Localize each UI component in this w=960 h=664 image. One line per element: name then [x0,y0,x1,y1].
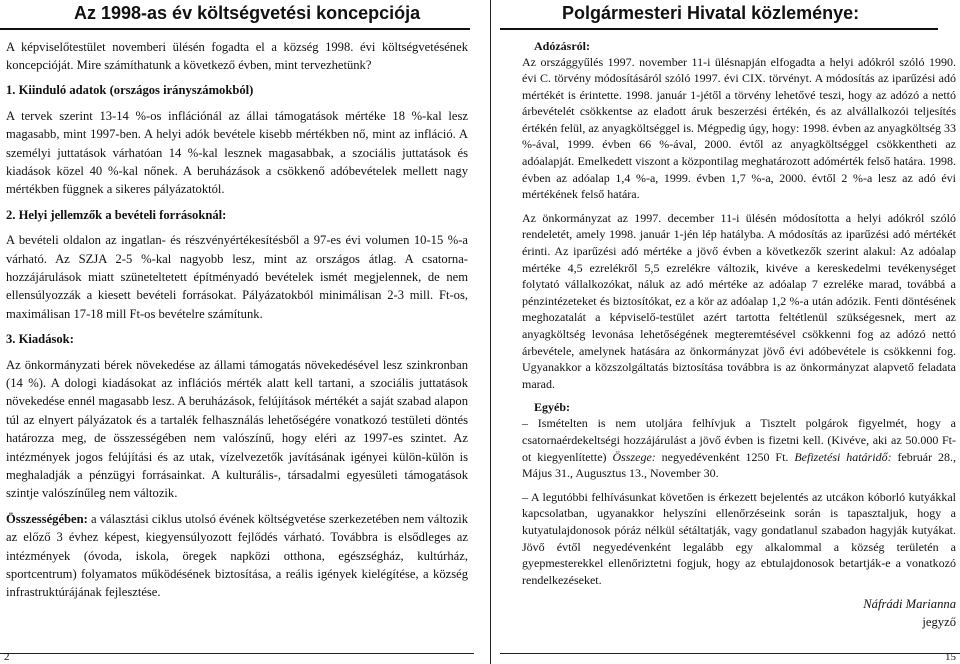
tax-heading: Adózásról: [534,38,590,53]
misc-p1-deadline-label: Befizetési határidő: [794,449,892,464]
summary-text: a választási ciklus utolsó évének költségvetése szerkezetében nem változik az előző 3 évhez képest, kiegyensúlyozott fejlődés várható. Továbbra is elsődleges az intézmények (óvoda, iskola, öregek napközi otthona, egészségház, kultúrház, sportcentrum) folyamatos működésének biztosítása, a reális igények kielégítése, a község infrastruktúrájának fejlesztése. [6,511,468,600]
section-1-heading: 1. Kiinduló adatok (országos irányszámokból) [6,83,254,98]
signature-title: jegyző [922,615,956,630]
section-2-text: A bevételi oldalon az ingatlan- és részvényértékesítésből a 97-es évi volumen 10-15 %-a várható. Az SZJA 2-5 %-kal nagyobb lesz, mint az országos átlag. A csatorna-hozzájárulások miatt szüneteltetett építményadó bevételek ismét megjelennek, de nem ellensúlyozzák a kiesett bevételi forrásokat. Pályázatokból minimálisan 2-3 mill. Ft-os, maximálisan 17-18 mill Ft-os bevételre számítunk. [6,233,468,321]
right-page [500,0,960,664]
section-1-text: A tervek szerint 13-14 %-os inflációnál az állai támogatások mértéke 18 %-kal lesz magasabb, mint 1997-ben. A helyi adók bevétele kisebb mértékben nő, mint az infláció. A személyi juttatások várhatóan 14 %-kal lesznek magasabbak, a szociális juttatások és kiadások közel 40 %-kal nőnek. A beruházások a csökkenő adóbevételek mellett nagy mértékben függnek a sikeres pályázatoktól. [6,108,468,197]
section-3-heading: 3. Kiadások: [6,332,74,347]
misc-p1-dates: február 28., Május 31., Augusztus 13., November 30. [522,449,956,481]
misc-p1-due: negyedévenként 1250 Ft. [655,449,795,464]
summary-label: Összességében: [6,511,88,526]
page-number-left: 2 [4,651,10,663]
notice-title: Polgármesteri Hivatal közleménye: [562,3,860,23]
misc-p1-due-label: Összege: [612,449,656,464]
column-divider [490,0,491,664]
summary-paragraph [6,510,468,602]
section-2-heading: 2. Helyi jellemzők a bevételi forrásoknál: [6,207,227,222]
title-rule [0,28,470,30]
tax-paragraph-1: Az országgyűlés 1997. november 11-i ülésnapján elfogadta a helyi adókról szóló 1990. évi C. törvény módosításáról szóló 1997. évi CIX. törvényt. A módosítás az iparűzési adó mértékét is érintette. 1998. január 1-jétől a törvény lehetővé teszi, hogy az adózó a nettó árbevételét csökkentse az eladott áruk beszerzési értékén, és az alvállalkozói teljesítés értékén felül, az anyagköltséggel is. Mégpedig úgy, hogy: 1998. évben az anyagköltség 33 %-ával, 1999. évben 66 %-ával, 2000. évtől az anyagköltséggel csökkentheti az adóalapját. Emelkedett viszont a központilag meghatározott adómérték felső határa. 1998. évben az adóalap 1,4 %-a, 1999. évben 1,7 %-a, 2000. évtől 2 %-a lesz az adó évi mértékének felső határa. [522,54,956,202]
page-number-right: 15 [945,651,956,663]
misc-paragraph-2: – A legutóbbi felhívásunkat követően is érkezett bejelentés az utcákon kóborló kutyákkal kapcsolatban, ugyanakkor helyszíni ellenőrzéseink során is tapasztaljuk, hogy a kutyatulajdonosok póráz nélkül sétáltatják, vagy gondatlanul szabadon hagyják kutyákat. Jövő évtől negyedévenként legalább egy alkalommal a község területén a gyepmesterekkel ellenőriztetni fogjuk, hogy az ebtulajdonosok betartják-e a vonatkozó rendelkezéseket. [522,489,956,587]
article-title: Az 1998-as év költségvetési koncepciója [74,3,421,23]
footer-rule-right [500,653,960,654]
section-3-text: Az önkormányzati bérek növekedése az állami támogatás növekedésével lesz szinkronban (14 %). A dologi kiadásokat az inflációs mérték alatt kell tartani, a szociális juttatások növekedése ennél magasabb lesz. A beruházások, felújítások mértékét a saját szabad alapon túl az elnyert pályázatok és a tartalék felhasználás lehetőségére vonatkozó testületi döntés határozza meg, de összességében nem valószínű, hogy eléri az 1997-es szintet. Az intézmények jogos felújítási és az utak, vízelvezetők javításának igényei külön-külön is meghaladják a pénzügyi forrásainkat. A kulturális-, társadalmi egyesületi támogatások szintje valószínűleg nem változik. [6,357,468,501]
intro-paragraph: A képviselőtestület novemberi ülésén fogadta el a község 1998. évi költségvetésének koncepcióját. Mire számíthatunk a következő évben, mint tervezhetünk? [6,39,468,72]
title-rule-right [500,28,938,30]
left-page [0,0,474,664]
footer-rule-left [0,653,474,654]
misc-p1-main: – Ismételten is nem utoljára felhívjuk a Tisztelt polgárok figyelmét, hogy a csatornaérdekeltségi hozzájárulást a jövő évben is fizetni kell. (Kivéve, aki az 50.000 Ft-ot kiegyenlítette) [522,416,956,464]
signature-name: Náfrádi Marianna [863,597,956,612]
misc-heading: Egyéb: [534,400,570,415]
misc-paragraph-1 [522,415,956,481]
tax-paragraph-2: Az önkormányzat az 1997. december 11-i ülésén módosította a helyi adókról szóló rendeletét, amely 1998. január 1-jén lép hatályba. A módosítás az iparűzési adó mértékét érinti. Az iparűzési adó mértéke a jövő évben a következők szerint alakul: Az adóalap mértéke 4,5 ezrelékről 5,5 ezrelékre változik, kivéve a kereskedelmi tevékenységet folytató vállalkozókat, náluk az adó mértéke az adóalap 7 ezreléke marad, továbbá a pénzintézeteket és biztosítókat, ez a kör az adóalap 1,2 %-a után adózik. Fenti döntésének meghozatalát a képviselő-testület azért tartotta feltétlenül szükségesnek, mert az anyagköltség levonása lehetőségének megteremtésével csökkenni fog az adózó nettó árbevétele, amelynek hatására az önkormányzat jövő évi adóbevétele is csökkenni fog. Ugyanakkor a közszolgáltatás biztosítása továbbra is az önkormányzat alapvető feladata marad. [522,210,956,391]
